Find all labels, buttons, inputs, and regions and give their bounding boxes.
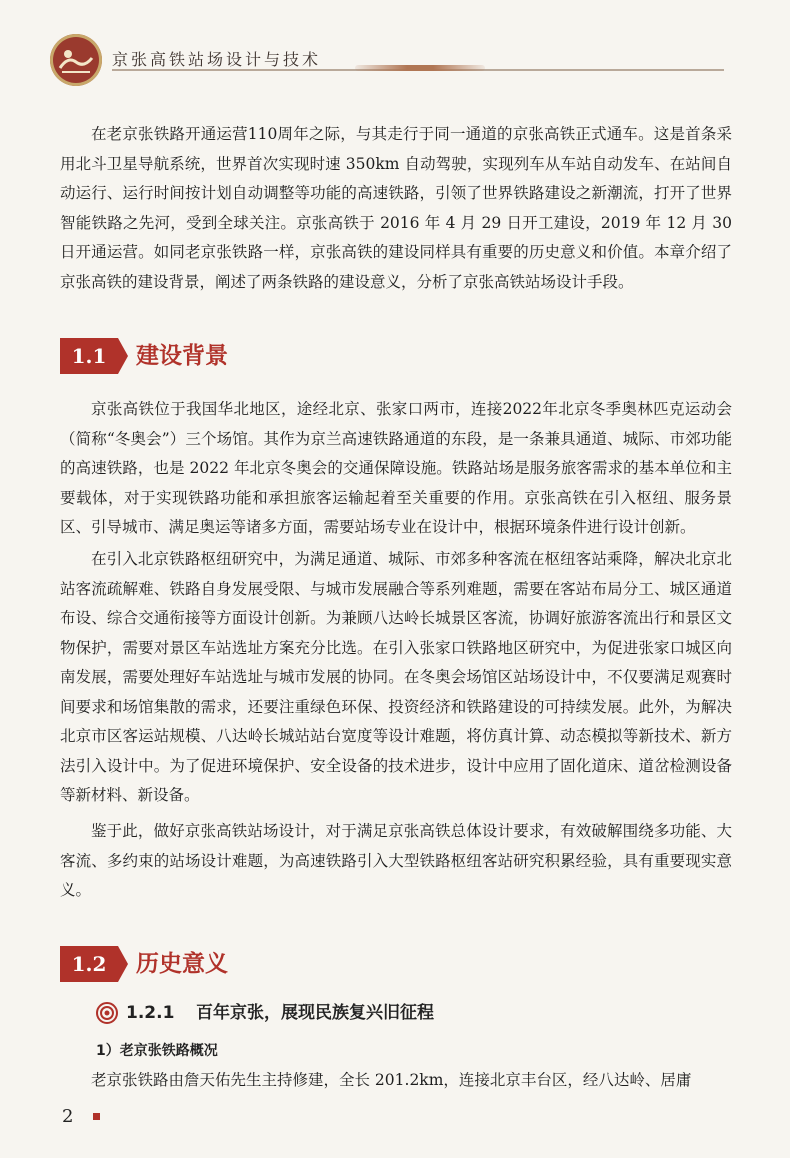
header-title: 京张高铁站场设计与技术 <box>112 50 322 69</box>
section-title: 历史意义 <box>136 951 228 977</box>
book-logo-icon <box>50 34 102 86</box>
section-number: 1.2 <box>60 946 118 982</box>
section-title: 建设背景 <box>136 343 228 369</box>
page-number: 2 <box>62 1106 74 1127</box>
item-heading: 1）老京张铁路概况 <box>96 1043 218 1059</box>
subsection-number: 1.2.1 <box>126 1003 175 1023</box>
item-paragraph: 老京张铁路由詹天佑先生主持修建，全长 201.2km，连接北京丰台区，经八达岭、居庸 <box>91 1071 692 1089</box>
body-paragraph: 在引入北京铁路枢纽研究中，为满足通道、城际、市郊多种客流在枢纽客站乘降，解决北京北站客流疏解难、铁路自身发展受限、与城市发展融合等系列难题，需要在客站布局分工、城区通道布设、综合交通衔接等方面设计创新。为兼顾八达岭长城景区客流，协调好旅游客流出行和景区文物保护，需要对景区车站选址方案充分比选。在引入张家口铁路地区研究中，为促进张家口城区向南发展，需要处理好车站选址与城市发展的协同。在冬奥会场馆区站场设计中，不仅要满足观赛时间要求和场馆集散的需求，还要注重绿色环保、投资经济和铁路建设的可持续发展。此外，为解决北京市区客运站规模、八达岭长城站站台宽度等设计难题，将仿真计算、动态模拟等新技术、新方法引入设计中。为了促进环境保护、安全设备的技术进步，设计中应用了固化道床、道岔检测设备等新材料、新设备。 <box>60 550 732 804</box>
intro-paragraph: 在老京张铁路开通运营110周年之际，与其走行于同一通道的京张高铁正式通车。这是首条采用北斗卫星导航系统，世界首次实现时速 350km 自动驾驶，实现列车从车站自动发车、在站间自动运行、运行时间按计划自动调整等功能的高速铁路，引领了世界铁路建设之新潮流，打开了世界智能铁路之先河，受到全球关注。京张高铁于 2016 年 4 月 29 日开工建设，2019 年 12 月 30 日开通运营。如同老京张铁路一样，京张高铁的建设同样具有重要的历史意义和价值。本章介绍了京张高铁的建设背景，阐述了两条铁路的建设意义，分析了京张高铁站场设计手段。 <box>60 125 732 291</box>
header-accent <box>355 65 485 71</box>
target-bullet-icon <box>96 1002 118 1024</box>
running-header <box>0 0 790 110</box>
body-paragraph: 鉴于此，做好京张高铁站场设计，对于满足京张高铁总体设计要求，有效破解围绕多功能、大客流、多约束的站场设计难题，为高速铁路引入大型铁路枢纽客站研究积累经验，具有重要现实意义。 <box>60 822 732 899</box>
body-paragraph: 京张高铁位于我国华北地区，途经北京、张家口两市，连接2022年北京冬季奥林匹克运动会（简称“冬奥会”）三个场馆。其作为京兰高速铁路通道的东段，是一条兼具通道、城际、市郊功能的高速铁路，也是 2022 年北京冬奥会的交通保障设施。铁路站场是服务旅客需求的基本单位和主要载体，对于实现铁路功能和承担旅客运输起着至关重要的作用。京张高铁在引入枢纽、服务景区、引导城市、满足奥运等诸多方面，需要站场专业在设计中，根据环境条件进行设计创新。 <box>60 400 732 536</box>
section-number: 1.1 <box>60 338 118 374</box>
page-number-marker <box>93 1113 100 1120</box>
subsection-title: 百年京张，展现民族复兴旧征程 <box>196 1003 434 1023</box>
